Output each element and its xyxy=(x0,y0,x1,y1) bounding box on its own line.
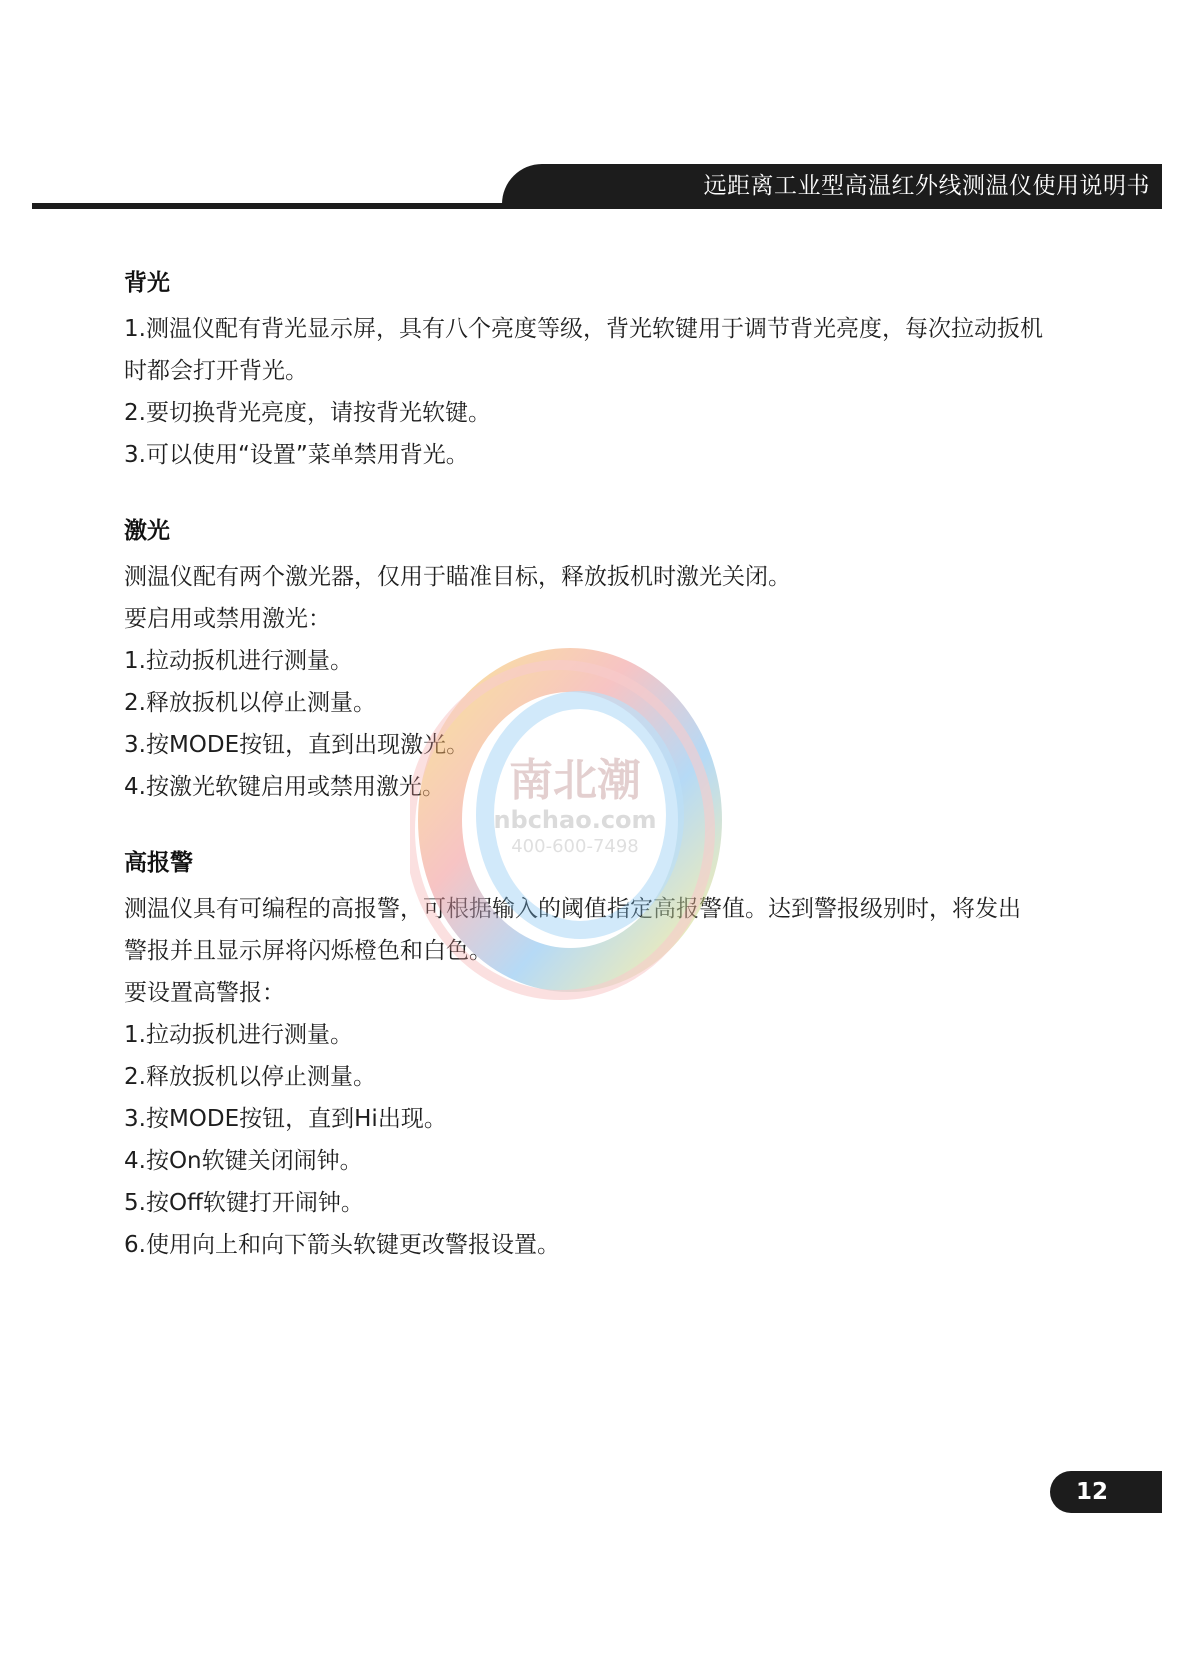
watermark-site: nbchao.com xyxy=(493,806,657,834)
paragraph-line: 2.要切换背光亮度，请按背光软键。 xyxy=(124,400,491,426)
section-laser xyxy=(124,516,1084,808)
paragraph-line: 1.拉动扳机进行测量。 xyxy=(124,648,353,674)
page-number: 12 xyxy=(1075,1479,1108,1505)
section-title: 高报警 xyxy=(124,850,193,876)
paragraph-line: 要启用或禁用激光： xyxy=(124,606,331,632)
paragraph-line: 时都会打开背光。 xyxy=(124,358,308,384)
watermark-phone: 400-600-7498 xyxy=(511,836,639,857)
paragraph-line: 测温仪具有可编程的高报警，可根据输入的阈值指定高报警值。达到警报级别时，将发出 xyxy=(124,896,1021,922)
document-title: 远距离工业型高温红外线测温仪使用说明书 xyxy=(703,173,1150,199)
paragraph-line: 要设置高警报： xyxy=(124,980,285,1006)
paragraph-line: 2.释放扳机以停止测量。 xyxy=(124,690,376,716)
section-title: 激光 xyxy=(124,518,170,544)
section-title: 背光 xyxy=(124,270,170,296)
paragraph-line: 警报并且显示屏将闪烁橙色和白色。 xyxy=(124,938,492,964)
paragraph-line: 3.可以使用“设置”菜单禁用背光。 xyxy=(124,442,469,468)
section-high-alarm xyxy=(124,848,1084,1266)
paragraph-line: 4.按激光软键启用或禁用激光。 xyxy=(124,774,445,800)
page-content xyxy=(124,268,1084,1306)
paragraph-line: 2.释放扳机以停止测量。 xyxy=(124,1064,376,1090)
section-backlight xyxy=(124,268,1084,476)
paragraph-line: 1.测温仪配有背光显示屏，具有八个亮度等级，背光软键用于调节背光亮度，每次拉动扳机 xyxy=(124,316,1043,342)
paragraph-line: 3.按MODE按钮，直到出现激光。 xyxy=(124,732,470,758)
paragraph-line: 测温仪配有两个激光器，仅用于瞄准目标，释放扳机时激光关闭。 xyxy=(124,564,791,590)
paragraph-line: 5.按Off软键打开闹钟。 xyxy=(124,1190,364,1216)
paragraph-line: 1.拉动扳机进行测量。 xyxy=(124,1022,353,1048)
watermark-brand: 南北潮 xyxy=(509,755,641,806)
paragraph-line: 4.按On软键关闭闹钟。 xyxy=(124,1148,363,1174)
paragraph-line: 3.按MODE按钮，直到Hi出现。 xyxy=(124,1106,447,1132)
paragraph-line: 6.使用向上和向下箭头软键更改警报设置。 xyxy=(124,1232,560,1258)
